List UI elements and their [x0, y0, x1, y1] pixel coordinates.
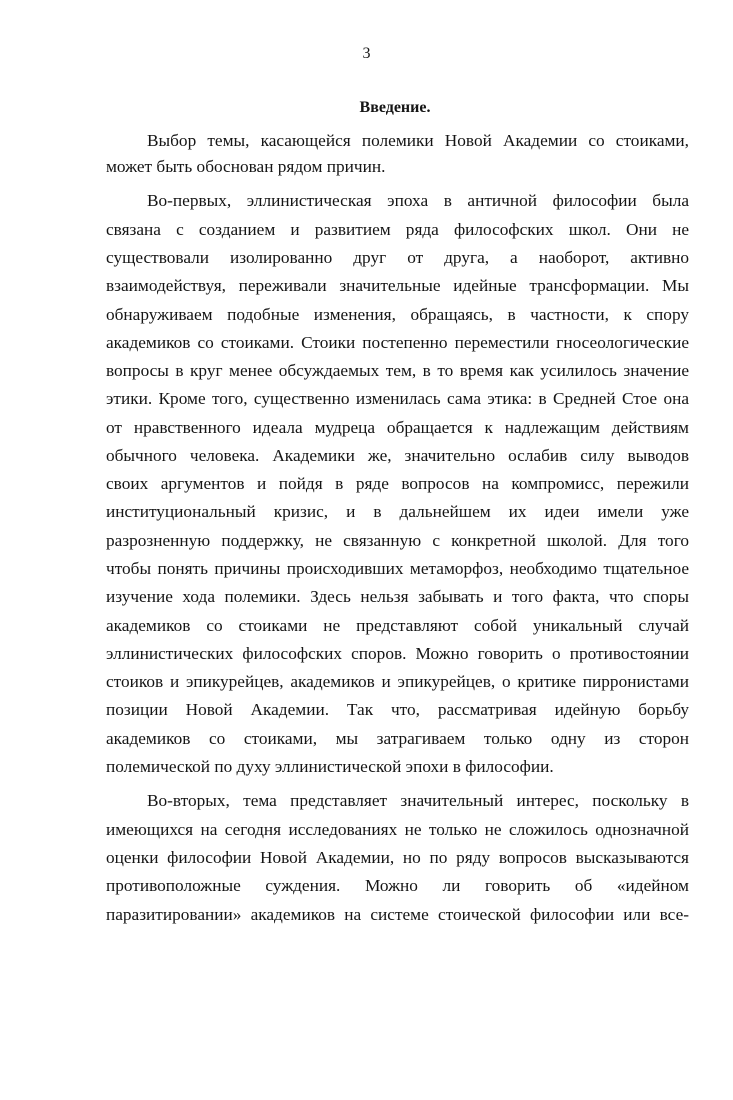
- text-line: от нравственного идеала мудреца обращается к надлежащим действиям: [106, 418, 689, 437]
- text-line: этики. Кроме того, существенно изменилась сама этика: в Средней Стое она: [106, 389, 689, 408]
- text-line: обычного человека. Академики же, значительно ослабив силу выводов: [106, 446, 689, 465]
- text-line: институциональный кризис, и в дальнейшем их идеи имели уже: [106, 502, 689, 521]
- text-line: Выбор темы, касающейся полемики Новой Академии со стоиками,: [147, 131, 689, 150]
- section-heading: Введение.: [359, 99, 431, 116]
- text-line: противоположные суждения. Можно ли говорить об «идейном: [106, 876, 689, 895]
- text-line: эллинистических философских споров. Можно говорить о противостоянии: [106, 644, 689, 663]
- text-line: позиции Новой Академии. Так что, рассматривая идейную борьбу: [106, 700, 689, 719]
- text-line: разрозненную поддержку, не связанную с конкретной школой. Для того: [106, 531, 689, 550]
- text-line: стоиков и эпикурейцев, академиков и эпикурейцев, о критике пирронистами: [106, 672, 689, 691]
- text-line: обнаруживаем подобные изменения, обращаясь, в частности, к спору: [106, 305, 689, 324]
- text-line: своих аргументов и пойдя в ряде вопросов на компромисс, пережили: [106, 474, 689, 493]
- text-line: академиков со стоиками, мы затрагиваем только одну из сторон: [106, 729, 689, 748]
- text-line: Во-вторых, тема представляет значительный интерес, поскольку в: [147, 791, 689, 810]
- text-line: Во-первых, эллинистическая эпоха в античной философии была: [147, 191, 689, 210]
- text-line: взаимодействуя, переживали значительные идейные трансформации. Мы: [106, 276, 689, 295]
- text-line: связана с созданием и развитием ряда философских школ. Они не: [106, 220, 689, 239]
- text-line: вопросы в круг менее обсуждаемых тем, в то время как усилилось значение: [106, 361, 689, 380]
- text-line: полемической по духу эллинистической эпохи в философии.: [106, 757, 554, 776]
- text-line: оценки философии Новой Академии, но по ряду вопросов высказываются: [106, 848, 689, 867]
- text-line: существовали изолированно друг от друга, а наоборот, активно: [106, 248, 689, 267]
- text-line: изучение хода полемики. Здесь нельзя забывать и того факта, что споры: [106, 587, 689, 606]
- text-line: академиков со стоиками. Стоики постепенно переместили гносеологические: [106, 333, 689, 352]
- text-line: может быть обоснован рядом причин.: [106, 157, 386, 176]
- text-line: имеющихся на сегодня исследованиях не только не сложилось однозначной: [106, 820, 689, 839]
- text-line: чтобы понять причины происходивших метаморфоз, необходимо тщательное: [106, 559, 689, 578]
- page-number: 3: [362, 45, 371, 62]
- text-line: академиков со стоиками не представляют собой уникальный случай: [106, 616, 689, 635]
- text-line: паразитировании» академиков на системе стоической философии или все-: [106, 905, 689, 924]
